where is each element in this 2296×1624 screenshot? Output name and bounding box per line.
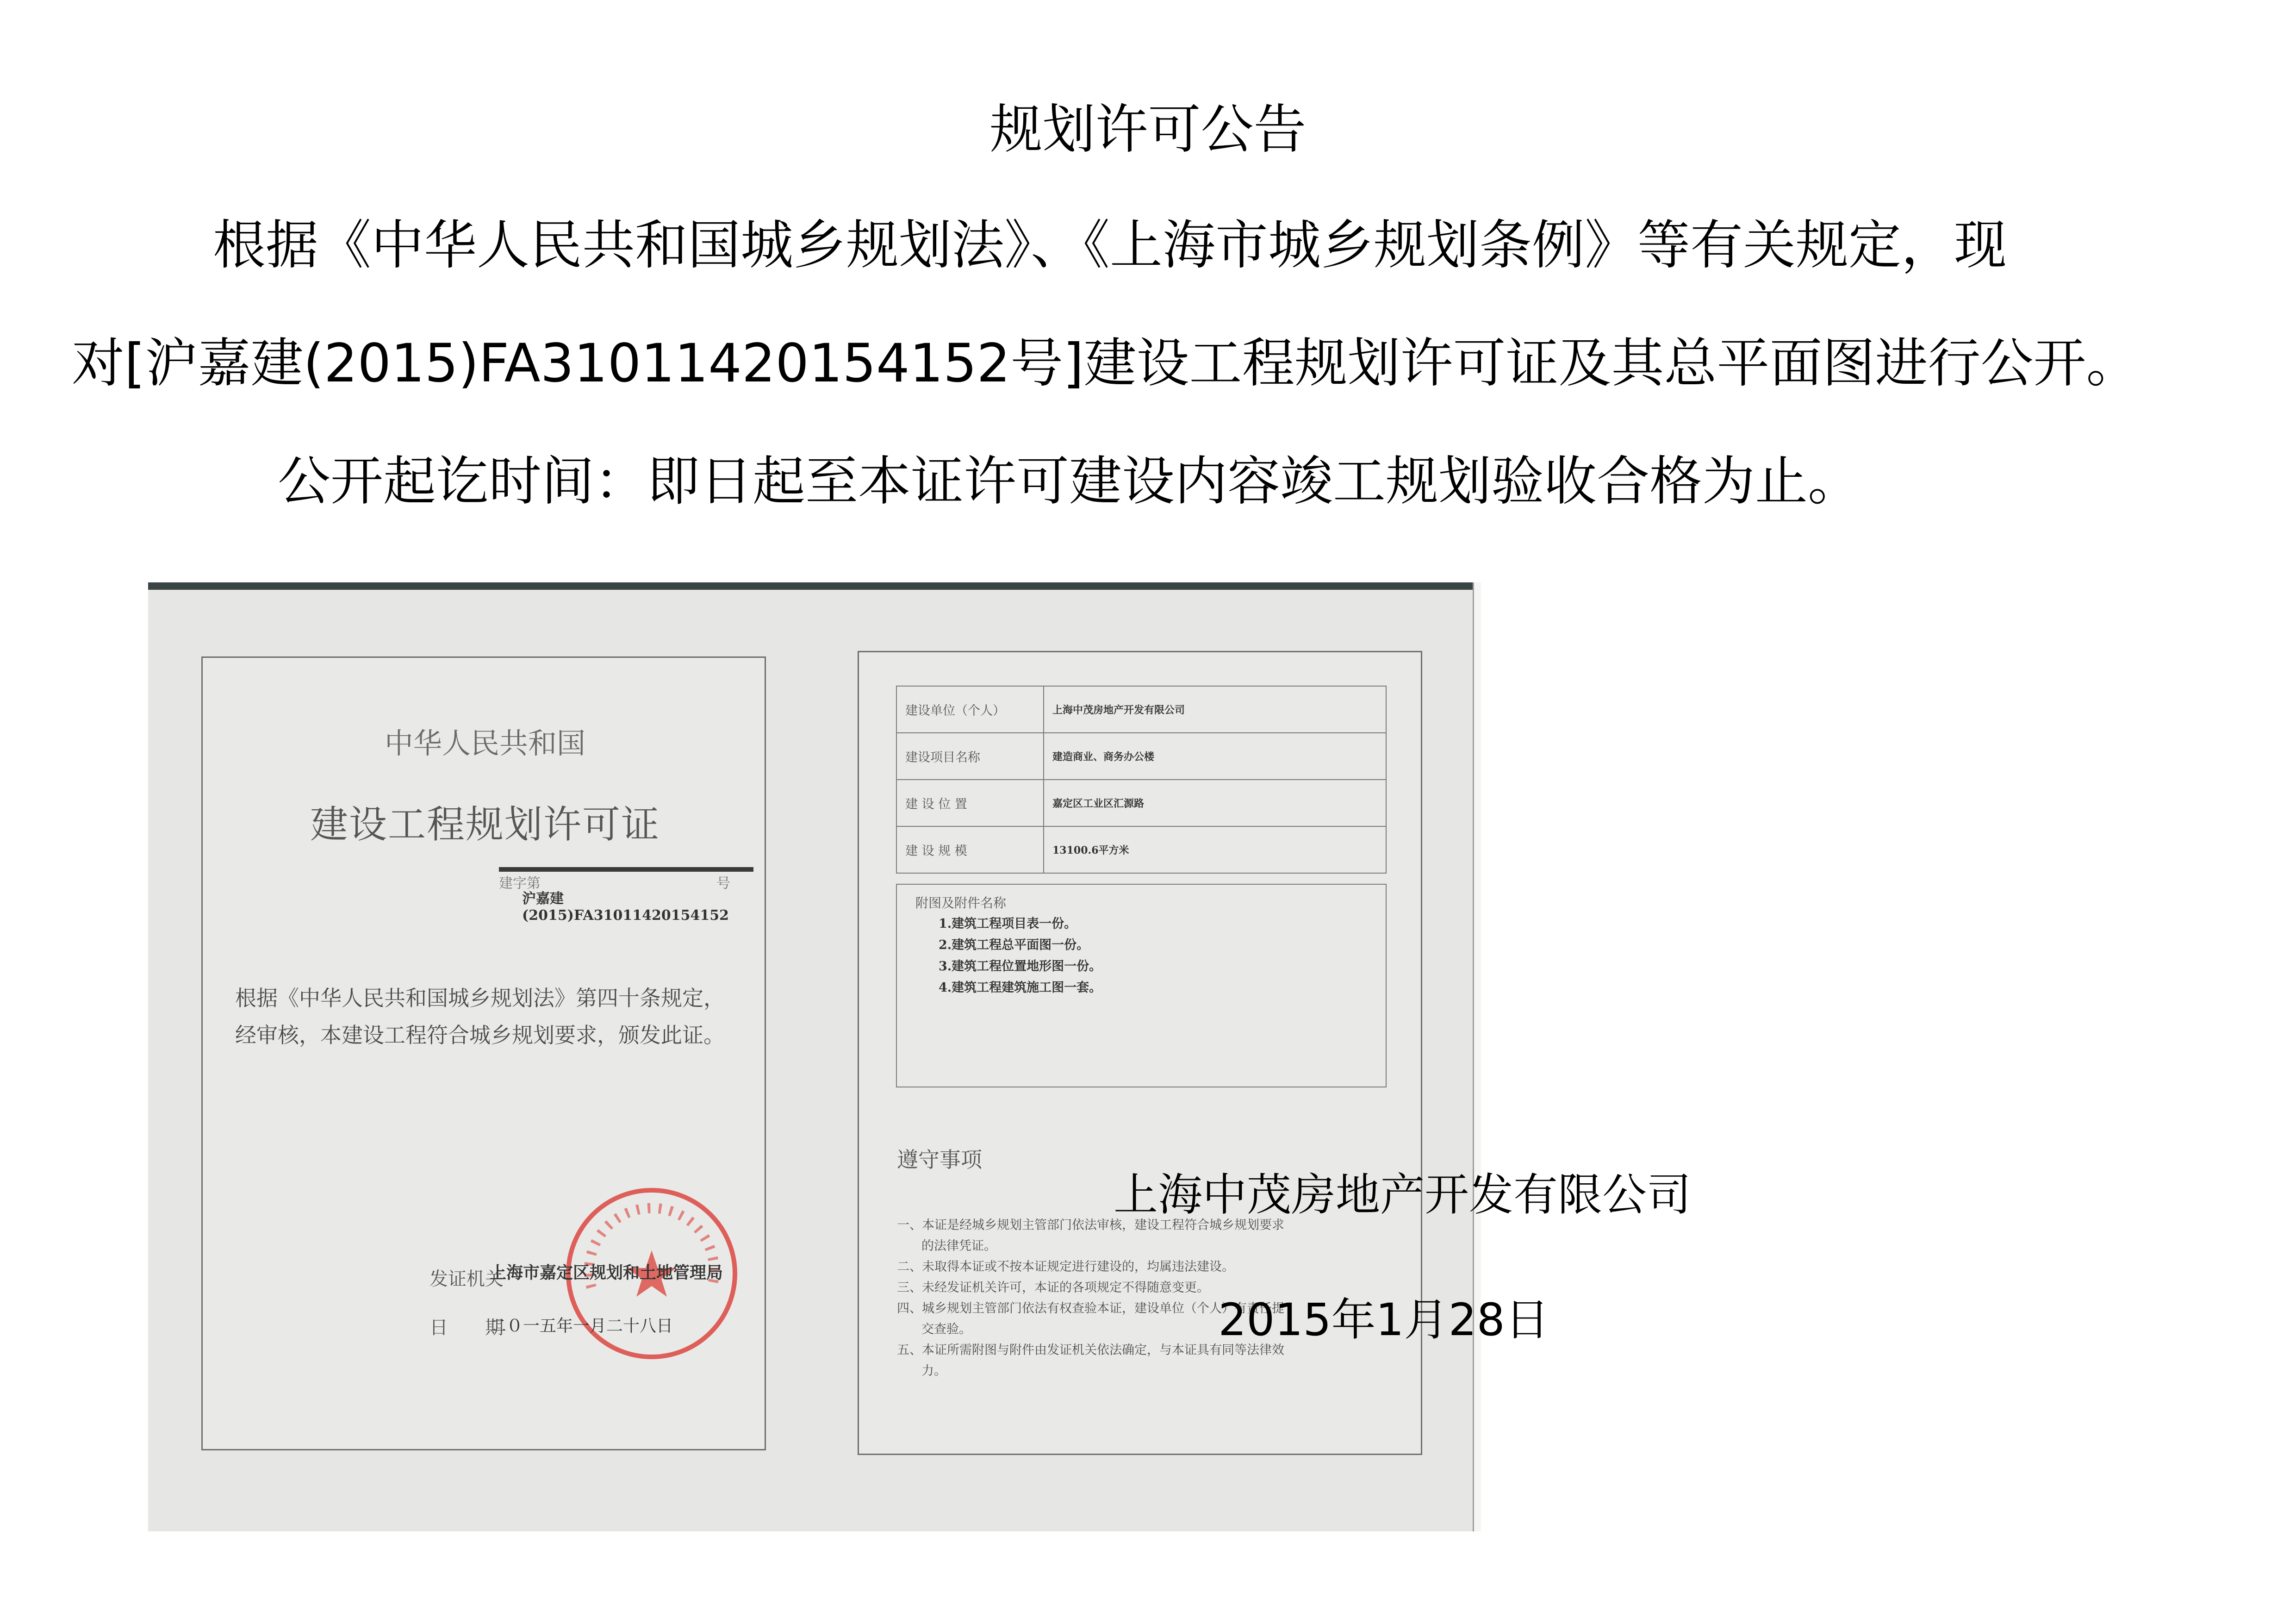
certificate-title: 建设工程规划许可证 xyxy=(310,803,660,847)
certificate-body: 根据《中华人民共和国城乡规划法》第四十条规定，经审核，本建设工程符合城乡规划要求，颁发此证。 xyxy=(235,986,725,1048)
row-label: 建 设 位 置 xyxy=(896,780,1044,826)
note-line: 力。 xyxy=(921,1364,946,1378)
number-underline xyxy=(499,867,753,872)
project-info-table xyxy=(896,686,1387,874)
note-line: 的法律凭证。 xyxy=(921,1239,996,1253)
notice-line-2: 对[沪嘉建(2015)FA31011420154152号]建设工程规划许可证及其总平面图进行公开。 xyxy=(72,332,2139,394)
note-line: 五、本证所需附图与附件由发证机关依法确定，与本证具有同等法律效 xyxy=(897,1343,1284,1357)
notice-line-3: 公开起讫时间：即日起至本证许可建设内容竣工规划验收合格为止。 xyxy=(278,450,1861,512)
scan-right-edge xyxy=(1473,582,1481,1531)
row-label: 建设项目名称 xyxy=(896,733,1044,780)
certificate-scan xyxy=(148,582,1481,1531)
note-line: 四、城乡规划主管部门依法有权查验本证，建设单位（个人）有责任提 xyxy=(897,1301,1284,1316)
company-name: 上海中茂房地产开发有限公司 xyxy=(1114,1169,1691,1221)
table-row xyxy=(896,686,1386,733)
notice-title: 规划许可公告 xyxy=(989,99,1307,160)
row-value: 上海中茂房地产开发有限公司 xyxy=(1044,686,1386,733)
notice-line-1: 根据《中华人民共和国城乡规划法》、《上海市城乡规划条例》等有关规定，现 xyxy=(213,214,2007,276)
note-line: 一、本证是经城乡规划主管部门依法审核，建设工程符合城乡规划要求 xyxy=(897,1218,1284,1232)
table-row xyxy=(896,826,1386,873)
notes-title: 遵守事项 xyxy=(897,1147,982,1172)
attachment-item: 1.建筑工程项目表一份。 xyxy=(939,917,1077,931)
scan-top-edge xyxy=(148,582,1481,590)
issuer-name: 上海市嘉定区规划和土地管理局 xyxy=(490,1263,723,1282)
certificate-number: 沪嘉建(2015)FA31011420154152 xyxy=(522,891,729,924)
attachments-title: 附图及附件名称 xyxy=(915,895,1007,911)
issuer-label: 发证机关 xyxy=(429,1268,504,1290)
row-value: 13100.6平方米 xyxy=(1044,826,1386,873)
attachment-item: 4.建筑工程建筑施工图一套。 xyxy=(939,981,1102,995)
attachment-item: 3.建筑工程位置地形图一份。 xyxy=(939,959,1102,974)
note-line: 交查验。 xyxy=(921,1322,971,1337)
attachment-item: 2.建筑工程总平面图一份。 xyxy=(939,938,1089,952)
certificate-country: 中华人民共和国 xyxy=(384,726,585,760)
date-label: 日 期 xyxy=(429,1317,504,1338)
table-row xyxy=(896,733,1386,780)
row-label: 建 设 规 模 xyxy=(896,826,1044,873)
table-row xyxy=(896,780,1386,826)
issue-date: 二０一五年一月二十八日 xyxy=(490,1317,673,1336)
number-suffix: 号 xyxy=(716,875,730,892)
row-label: 建设单位（个人） xyxy=(896,686,1044,733)
signature-date: 2015年1月28日 xyxy=(1218,1294,1549,1346)
note-line: 二、未取得本证或不按本证规定进行建设的，均属违法建设。 xyxy=(897,1260,1234,1274)
attachments-box xyxy=(896,884,1387,1087)
note-line: 三、未经发证机关许可，本证的各项规定不得随意变更。 xyxy=(897,1280,1209,1295)
certificate-cover-panel xyxy=(201,656,766,1450)
row-value: 嘉定区工业区汇源路 xyxy=(1044,780,1386,826)
number-prefix: 建字第 xyxy=(499,875,541,892)
row-value: 建造商业、商务办公楼 xyxy=(1044,733,1386,780)
